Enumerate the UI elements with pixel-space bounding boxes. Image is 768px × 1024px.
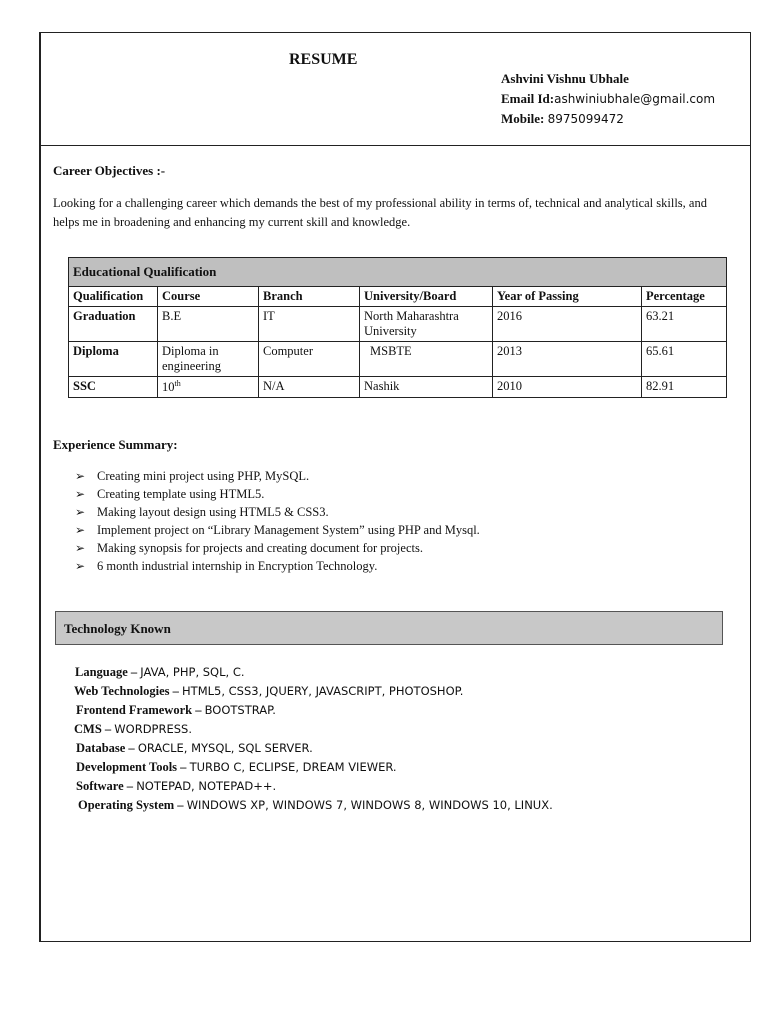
table-cell: B.E	[158, 307, 259, 342]
table-row	[69, 307, 727, 342]
tech-label: Operating System –	[78, 798, 184, 812]
list-item-text: Creating mini project using PHP, MySQL.	[97, 469, 310, 483]
list-item-text: Making synopsis for projects and creating document for projects.	[97, 541, 423, 555]
table-cell: MSBTE	[360, 342, 493, 377]
table-cell: North Maharashtra University	[360, 307, 493, 342]
arrow-bullet-icon: ➢	[75, 541, 86, 555]
technology-list	[75, 663, 553, 815]
tech-value: TURBO C, ECLIPSE, DREAM VIEWER.	[189, 760, 397, 774]
tech-value: NOTEPAD, NOTEPAD++.	[136, 779, 277, 793]
list-item-text: Creating template using HTML5.	[97, 487, 265, 501]
education-header-row	[69, 287, 727, 307]
table-cell	[158, 377, 259, 398]
list-item	[76, 701, 553, 720]
table-cell: Computer	[259, 342, 360, 377]
page-title: RESUME	[289, 51, 358, 68]
table-cell: N/A	[259, 377, 360, 398]
list-item-text: Implement project on “Library Management System” using PHP and Mysql.	[97, 523, 480, 537]
tech-label: Web Technologies –	[74, 684, 179, 698]
list-item	[71, 503, 480, 521]
email-value: ashwiniubhale@gmail.com	[554, 92, 716, 106]
course-value: 10	[162, 380, 175, 395]
arrow-bullet-icon: ➢	[75, 559, 86, 573]
arrow-bullet-icon: ➢	[75, 487, 86, 501]
tech-label: Database –	[76, 741, 135, 755]
table-cell: Graduation	[69, 307, 158, 342]
arrow-bullet-icon: ➢	[75, 469, 86, 483]
table-cell: 63.21	[642, 307, 727, 342]
table-row	[69, 342, 727, 377]
tech-label: Frontend Framework –	[76, 703, 202, 717]
header-divider	[41, 145, 750, 146]
arrow-bullet-icon: ➢	[75, 523, 86, 537]
contact-block	[501, 69, 715, 129]
career-objectives-text: Looking for a challenging career which demands the best of my professional ability in terms of, technical and analytical skills, and helps me in broadening and enhancing my current skill and knowledge.	[53, 196, 707, 229]
table-cell: 2016	[493, 307, 642, 342]
list-item	[74, 682, 553, 701]
candidate-name: Ashvini Vishnu Ubhale	[501, 71, 629, 86]
column-header: Qualification	[69, 287, 158, 307]
column-header: Branch	[259, 287, 360, 307]
technology-known-heading: Technology Known	[55, 611, 723, 645]
tech-value: JAVA, PHP, SQL, C.	[140, 665, 245, 679]
table-cell: Diploma in engineering	[158, 342, 259, 377]
tech-value: ORACLE, MYSQL, SQL SERVER.	[137, 741, 313, 755]
career-objectives-heading: Career Objectives :-	[53, 163, 166, 178]
list-item	[71, 557, 480, 575]
table-cell: IT	[259, 307, 360, 342]
tech-value: BOOTSTRAP.	[204, 703, 276, 717]
list-item	[71, 485, 480, 503]
column-header: Percentage	[642, 287, 727, 307]
course-superscript: th	[174, 379, 181, 388]
tech-label: Software –	[76, 779, 134, 793]
list-item	[78, 796, 553, 815]
list-item	[74, 720, 553, 739]
experience-list	[71, 467, 480, 575]
list-item	[76, 758, 553, 777]
email-label: Email Id:	[501, 91, 555, 106]
table-cell: SSC	[69, 377, 158, 398]
education-table	[68, 257, 727, 398]
tech-value: WORDPRESS.	[114, 722, 192, 736]
tech-label: CMS –	[74, 722, 112, 736]
list-item-text: Making layout design using HTML5 & CSS3.	[97, 505, 329, 519]
table-cell: 65.61	[642, 342, 727, 377]
column-header: University/Board	[360, 287, 493, 307]
education-caption: Educational Qualification	[69, 258, 727, 287]
column-header: Year of Passing	[493, 287, 642, 307]
tech-value: WINDOWS XP, WINDOWS 7, WINDOWS 8, WINDOWS 10, LINUX.	[186, 798, 553, 812]
table-cell: Diploma	[69, 342, 158, 377]
mobile-value: 8975099472	[547, 112, 624, 126]
resume-page	[39, 32, 751, 942]
table-cell: 2010	[493, 377, 642, 398]
tech-value: HTML5, CSS3, JQUERY, JAVASCRIPT, PHOTOSHOP.	[182, 684, 464, 698]
table-cell: 2013	[493, 342, 642, 377]
list-item	[71, 539, 480, 557]
list-item	[75, 663, 553, 682]
tech-label: Language –	[75, 665, 138, 679]
arrow-bullet-icon: ➢	[75, 505, 86, 519]
tech-label: Development Tools –	[76, 760, 187, 774]
list-item	[71, 521, 480, 539]
column-header: Course	[158, 287, 259, 307]
experience-summary-heading: Experience Summary:	[53, 437, 178, 452]
table-cell: Nashik	[360, 377, 493, 398]
list-item	[76, 739, 553, 758]
mobile-label: Mobile:	[501, 111, 545, 126]
list-item	[71, 467, 480, 485]
list-item	[76, 777, 553, 796]
list-item-text: 6 month industrial internship in Encryption Technology.	[97, 559, 378, 573]
table-cell: 82.91	[642, 377, 727, 398]
table-row	[69, 377, 727, 398]
